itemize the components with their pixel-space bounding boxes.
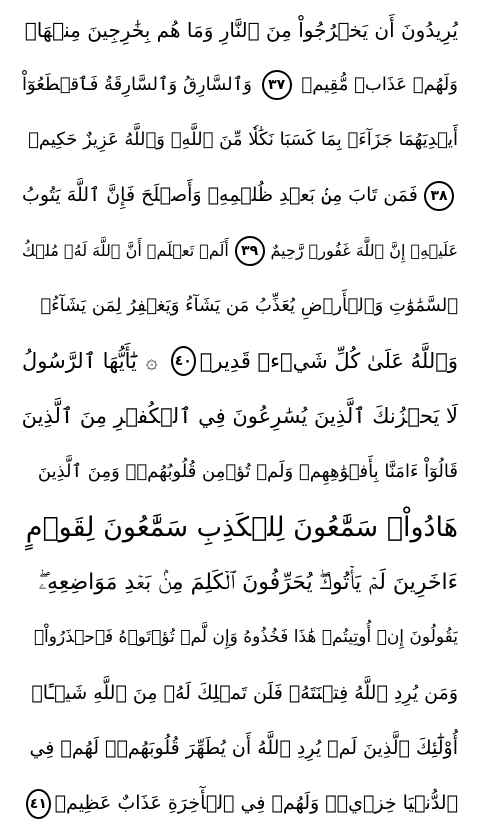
verse-line — [22, 278, 458, 333]
verse-text: ٱلسَّمَٰوَٰتِ وَٱلۡأَرۡضِ يُعَذِّبُ مَن يَشَآءُ وَيَغۡفِرُ لِمَن يَشَآءُۗ — [40, 295, 458, 317]
verse-line — [22, 666, 458, 721]
verse-text: أُوْلَٰٓئِكَ ٱلَّذِينَ لَمۡ يُرِدِ ٱللَّهُ أَن يُطَهِّرَ قُلُوبَهُمۡۚ لَهُمۡ فِي — [29, 737, 458, 759]
verse-line — [22, 610, 458, 665]
verse-text: أَلَمۡ تَعۡلَمۡ أَنَّ ٱللَّهَ لَهُۥ مُلۡكُ — [22, 240, 229, 260]
ayah-number-marker: ٤٠ — [171, 346, 196, 376]
verse-text: يُرِيدُونَ أَن يَخۡرُجُواْ مِنَ ٱلنَّارِ وَمَا هُم بِخَٰرِجِينَ مِنۡهَاۖ — [24, 17, 458, 42]
ayah-number-marker: ٤١ — [26, 789, 51, 819]
ayah-number-marker: ٣٩ — [235, 236, 265, 266]
ayah-number-marker: ٣٨ — [424, 181, 454, 211]
ayah-number-marker: ٣٧ — [262, 70, 292, 100]
verse-text: وَٱلسَّارِقُ وَٱلسَّارِقَةُ فَٱقۡطَعُوٓاْ — [22, 73, 252, 95]
verse-lines — [22, 2, 458, 831]
verse-line — [22, 334, 458, 389]
verse-text: وَمَن يُرِدِ ٱللَّهُ فِتۡنَتَهُۥ فَلَن تَمۡلِكَ لَهُۥ مِنَ ٱللَّهِ شَيۡـًٔاۚ — [31, 681, 458, 704]
verse-text: يَقُولُونَ إِنۡ أُوتِيتُمۡ هَٰذَا فَخُذُوهُ وَإِن لَّمۡ تُؤۡتَوۡهُ فَٱحۡذَرُواْۚ — [33, 627, 458, 648]
verse-line — [22, 721, 458, 776]
verse-line — [22, 500, 458, 555]
verse-line — [22, 389, 458, 444]
hizb-marker-icon: ۞ — [145, 349, 158, 374]
verse-line — [22, 168, 458, 223]
verse-text: فَمَن تَابَ مِنۢ بَعۡدِ ظُلۡمِهِۦ وَأَصۡلَحَ فَإِنَّ ٱللَّهَ يَتُوبُ — [22, 184, 418, 207]
verse-text: يَٰٓأَيُّهَا ٱلرَّسُولُ — [22, 348, 137, 373]
verse-text: ءَاخَرِينَ لَمۡ يَأۡتُوكَۖ يُحَرِّفُونَ ٱلۡكَلِمَ مِنۢ بَعۡدِ مَوَاضِعِهِۦۖ — [38, 569, 458, 595]
verse-line — [22, 57, 458, 112]
verse-text: قَالُوٓاْ ءَامَنَّا بِأَفۡوَٰهِهِمۡ وَلَمۡ تُؤۡمِن قُلُوبُهُمۡۛ وَمِنَ ٱلَّذِينَ — [37, 461, 458, 483]
verse-text: ٱلدُّنۡيَا خِزۡيٞۖ وَلَهُمۡ فِي ٱلۡأٓخِرَةِ عَذَابٌ عَظِيمٞ — [54, 792, 458, 815]
verse-text: وَلَهُمۡ عَذَابٞ مُّقِيمٞ — [301, 73, 458, 95]
verse-text: عَلَيۡهِۚ إِنَّ ٱللَّهَ غَفُورٞ رَّحِيمٌ — [270, 240, 458, 260]
verse-text: وَٱللَّهُ عَلَىٰ كُلِّ شَيۡءٖ قَدِيرٞ — [199, 348, 458, 373]
verse-line — [22, 555, 458, 610]
verse-line — [22, 776, 458, 831]
verse-text: لَا يَحۡزُنكَ ٱلَّذِينَ يُسَٰرِعُونَ فِي ٱلۡكُفۡرِ مِنَ ٱلَّذِينَ — [22, 404, 458, 429]
verse-line — [22, 444, 458, 499]
verse-text: أَيۡدِيَهُمَا جَزَآءَۢ بِمَا كَسَبَا نَكَٰلٗا مِّنَ ٱللَّهِۗ وَٱللَّهُ عَزِيزٌ حَكِيمٞ — [28, 129, 458, 151]
verse-line — [22, 2, 458, 57]
verse-line — [22, 113, 458, 168]
verse-text: هَادُواْۛ سَمَّٰعُونَ لِلۡكَذِبِ سَمَّٰعُونَ لِقَوۡمٍ — [25, 511, 458, 543]
verse-line — [22, 223, 458, 278]
